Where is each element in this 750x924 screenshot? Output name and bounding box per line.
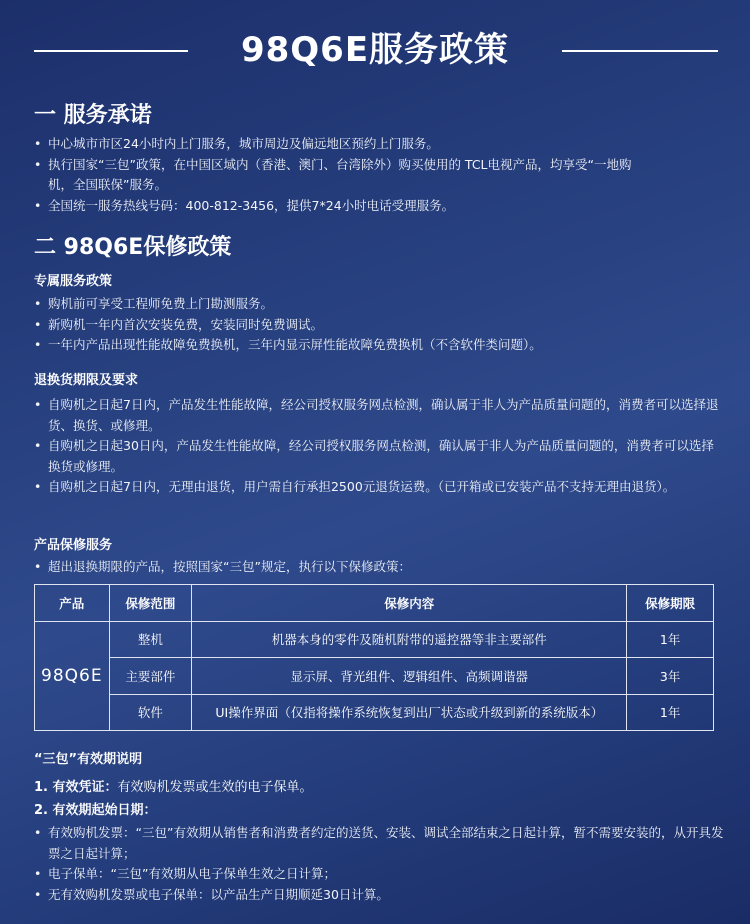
list-item: • 全国统一服务热线号码：400-812-3456，提供7*24小时电话受理服务。 xyxy=(34,196,634,217)
content-cell: UI操作界面（仅指将操作系统恢复到出厂状态或升级到新的系统版本） xyxy=(192,694,627,731)
returns-heading: 退换货期限及要求 xyxy=(34,373,139,388)
section1-heading: 一 服务承诺 xyxy=(34,103,152,128)
table-header-cell: 保修范围 xyxy=(109,585,192,622)
list-item: • 自购机之日起30日内，产品发生性能故障，经公司授权服务网点检测，确认属于非人为产品质量问题的，消费者可以选择换货或修理。 xyxy=(34,436,724,477)
period-cell: 3年 xyxy=(627,658,714,695)
section1-list xyxy=(34,134,634,216)
table-row xyxy=(35,694,714,731)
list-item: • 有效购机发票：“三包”有效期从销售者和消费者约定的送货、安装、调试全部结束之日起计算，暂不需要安装的，从开具发票之日起计算； xyxy=(34,823,724,864)
validity-line-2 xyxy=(34,801,157,821)
exclusive-heading: 专属服务政策 xyxy=(34,274,113,289)
scope-cell: 整机 xyxy=(109,621,192,658)
scope-cell: 主要部件 xyxy=(109,658,192,695)
content-cell: 显示屏、背光组件、逻辑组件、高频调谐器 xyxy=(192,658,627,695)
warranty-table xyxy=(34,584,714,731)
list-item: • 中心城市市区24小时内上门服务，城市周边及偏远地区预约上门服务。 xyxy=(34,134,634,155)
period-cell: 1年 xyxy=(627,694,714,731)
validity-line-1 xyxy=(34,778,313,798)
validity-line-1-label: 1. 有效凭证： xyxy=(34,780,118,795)
list-item: • 自购机之日起7日内，无理由退货，用户需自行承担2500元退货运费。（已开箱或已安装产品不支持无理由退货）。 xyxy=(34,477,724,498)
title-divider-right xyxy=(562,50,718,52)
table-row xyxy=(35,658,714,695)
table-header-cell: 保修内容 xyxy=(192,585,627,622)
content-cell: 机器本身的零件及随机附带的遥控器等非主要部件 xyxy=(192,621,627,658)
table-header-row xyxy=(35,585,714,622)
period-cell: 1年 xyxy=(627,621,714,658)
model-cell: 98Q6E xyxy=(35,621,110,731)
table-header-cell: 保修期限 xyxy=(627,585,714,622)
title-row xyxy=(0,28,750,72)
section2-heading: 二 98Q6E保修政策 xyxy=(34,235,232,260)
warranty-list xyxy=(34,557,724,578)
list-item: • 自购机之日起7日内，产品发生性能故障，经公司授权服务网点检测，确认属于非人为产品质量问题的，消费者可以选择退货、换货、或修理。 xyxy=(34,395,724,436)
page-title: 98Q6E服务政策 xyxy=(240,30,510,70)
returns-list xyxy=(34,395,724,498)
list-item: • 电子保单：“三包”有效期从电子保单生效之日计算； xyxy=(34,864,724,885)
validity-list xyxy=(34,823,724,905)
list-item: • 执行国家“三包”政策，在中国区域内（香港、澳门、台湾除外）购买使用的 TCL电视产品，均享受“一地购机，全国联保”服务。 xyxy=(34,155,634,196)
warranty-heading: 产品保修服务 xyxy=(34,538,113,553)
validity-line-2-label: 2. 有效期起始日期： xyxy=(34,803,157,818)
exclusive-list xyxy=(34,294,724,356)
table-header-cell: 产品 xyxy=(35,585,110,622)
list-item: • 超出退换期限的产品，按照国家“三包”规定，执行以下保修政策： xyxy=(34,557,724,578)
validity-heading: “三包”有效期说明 xyxy=(34,752,143,767)
table-row xyxy=(35,621,714,658)
list-item: • 购机前可享受工程师免费上门勘测服务。 xyxy=(34,294,724,315)
validity-line-1-text: 有效购机发票或生效的电子保单。 xyxy=(117,780,313,795)
list-item: • 一年内产品出现性能故障免费换机，三年内显示屏性能故障免费换机（不含软件类问题）。 xyxy=(34,335,724,356)
list-item: • 新购机一年内首次安装免费，安装同时免费调试。 xyxy=(34,315,724,336)
scope-cell: 软件 xyxy=(109,694,192,731)
list-item: • 无有效购机发票或电子保单：以产品生产日期顺延30日计算。 xyxy=(34,885,724,906)
